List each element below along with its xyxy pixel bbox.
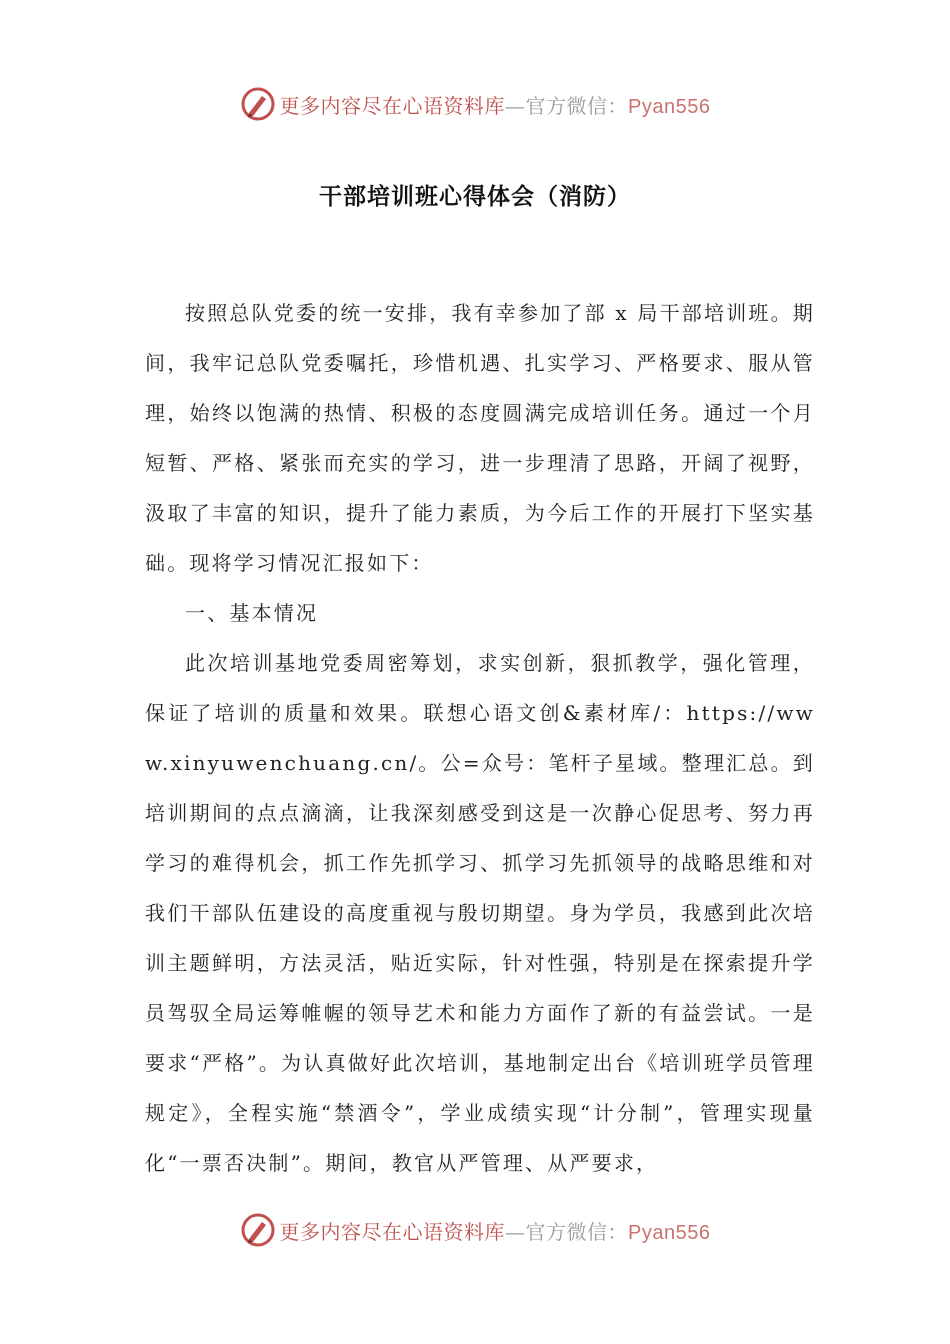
- pen-logo-icon: [240, 86, 276, 122]
- pen-logo-icon: [240, 1212, 276, 1248]
- banner-text: 更多内容尽在心语资料库—官方微信：Pyan556: [279, 93, 711, 118]
- section-heading: 一、基本情况: [185, 601, 319, 625]
- banner-text: 更多内容尽在心语资料库—官方微信：Pyan556: [279, 1219, 711, 1244]
- paragraph-intro: 按照总队党委的统一安排，我有幸参加了部 x 局干部培训班。期间，我牢记总队党委嘱托，珍惜机遇、扎实学习、严格要求、服从管理，始终以饱满的热情、积极的态度圆满完成培训任务。通过一个月短暂、严格、紧张而充实的学习，进一步理清了思路，开阔了视野，汲取了丰富的知识，提升了能力素质，为今后工作的开展打下坚实基础。现将学习情况汇报如下：: [145, 301, 815, 575]
- header-banner: [0, 84, 950, 124]
- document-title: 干部培训班心得体会（消防）: [319, 183, 631, 210]
- document-body: [145, 288, 815, 1188]
- paragraph-section-1: 此次培训基地党委周密筹划，求实创新，狠抓教学，强化管理，保证了培训的质量和效果。联想心语文创&素材库/：https://www.xinyuwenchuang.cn/。公=众号：笔杆子星域。整理汇总。到培训期间的点点滴滴，让我深刻感受到这是一次静心促思考、努力再学习的难得机会，抓工作先抓学习、抓学习先抓领导的战略思维和对我们干部队伍建设的高度重视与殷切期望。身为学员，我感到此次培训主题鲜明，方法灵活，贴近实际，针对性强，特别是在探索提升学员驾驭全局运筹帷幄的领导艺术和能力方面作了新的有益尝试。一是要求“严格”。为认真做好此次培训，基地制定出台《培训班学员管理规定》，全程实施“禁酒令”，学业成绩实现“计分制”，管理实现量化“一票否决制”。期间，教官从严管理、从严要求，: [145, 651, 815, 1175]
- footer-banner: [0, 1210, 950, 1250]
